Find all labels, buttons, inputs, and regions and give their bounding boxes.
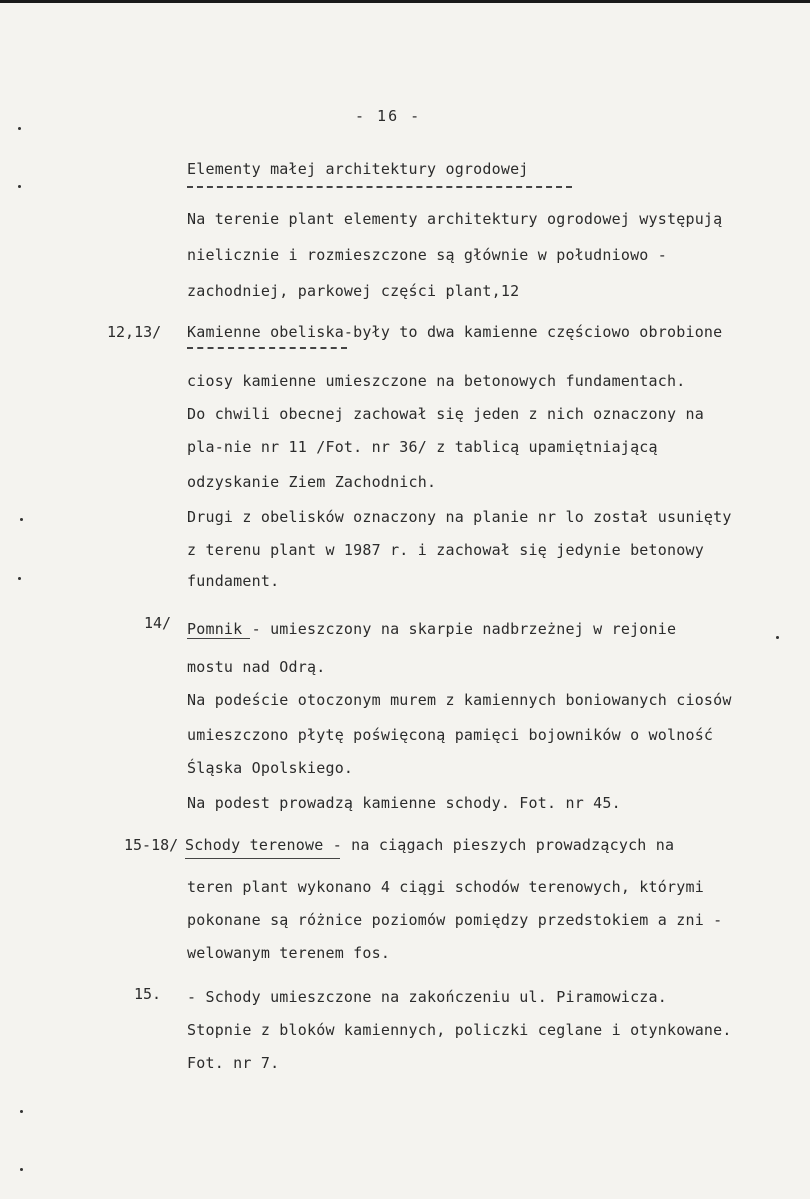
term-underline — [185, 858, 340, 859]
section-line: Drugi z obelisków oznaczony na planie nr lo został usunięty — [187, 508, 732, 526]
section-line: Kamienne obeliska-były to dwa kamienne częściowo obrobione — [187, 323, 723, 341]
section-line: z terenu plant w 1987 r. i zachował się jedynie betonowy — [187, 541, 704, 559]
section-line: Pomnik - umieszczony na skarpie nadbrzeżnej w rejonie — [187, 620, 677, 638]
section-line: Śląska Opolskiego. — [187, 759, 354, 777]
section-line: pla-nie nr 11 /Fot. nr 36/ z tablicą upamiętniającą — [187, 438, 658, 456]
section-line: Stopnie z bloków kamiennych, policzki ceglane i otynkowane. — [187, 1021, 732, 1039]
photo-reference: 12,13/ — [107, 323, 162, 341]
section-line: Do chwili obecnej zachował się jeden z nich oznaczony na — [187, 405, 704, 423]
term-underline — [187, 638, 250, 639]
page-top-edge — [0, 0, 810, 3]
section-line: umieszczono płytę poświęconą pamięci bojowników o wolność — [187, 726, 714, 744]
margin-mark — [20, 1168, 23, 1171]
margin-mark — [776, 636, 779, 639]
section-line: - Schody umieszczone na zakończeniu ul. Piramowicza. — [187, 988, 667, 1006]
photo-reference: 15. — [134, 985, 162, 1003]
intro-line: zachodniej, parkowej części plant,12 — [187, 282, 520, 300]
section-line: welowanym terenem fos. — [187, 944, 391, 962]
photo-reference: 15-18/ — [124, 836, 179, 854]
section-line: Schody terenowe - na ciągach pieszych prowadzących na — [185, 836, 675, 854]
section-heading: Elementy małej architektury ogrodowej — [187, 160, 529, 178]
intro-line: nielicznie i rozmieszczone są głównie w południowo - — [187, 246, 667, 264]
section-line: pokonane są różnice poziomów pomiędzy przedstokiem a zni - — [187, 911, 723, 929]
section-line: ciosy kamienne umieszczone na betonowych fundamentach. — [187, 372, 686, 390]
section-line: mostu nad Odrą. — [187, 658, 326, 676]
section-line: odzyskanie Ziem Zachodnich. — [187, 473, 437, 491]
section-line: Na podeście otoczonym murem z kamiennych boniowanych ciosów — [187, 691, 732, 709]
heading-underline — [187, 186, 572, 188]
section-line: teren plant wykonano 4 ciągi schodów terenowych, którymi — [187, 878, 704, 896]
page-number: - 16 - — [355, 107, 422, 125]
term-underline — [187, 347, 347, 349]
margin-mark — [18, 577, 21, 580]
photo-reference: 14/ — [144, 614, 172, 632]
margin-mark — [18, 127, 21, 130]
section-line: Na podest prowadzą kamienne schody. Fot. nr 45. — [187, 794, 621, 812]
section-line: Fot. nr 7. — [187, 1054, 280, 1072]
section-line: fundament. — [187, 572, 280, 590]
intro-line: Na terenie plant elementy architektury ogrodowej występują — [187, 210, 723, 228]
margin-mark — [20, 1110, 23, 1113]
margin-mark — [18, 185, 21, 188]
margin-mark — [20, 518, 23, 521]
